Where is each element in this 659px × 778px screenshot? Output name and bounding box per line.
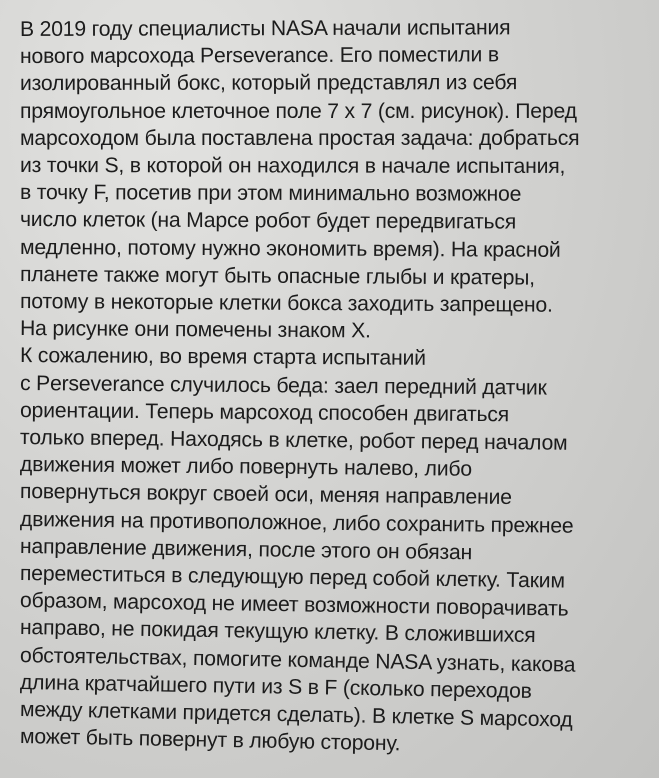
text-line: может быть повернут в любую сторону.	[19, 725, 401, 756]
text-line: образом, марсоход не имеет возможности поворачивать	[19, 589, 569, 621]
text-line: потому в некоторые клетки бокса заходить запрещено.	[19, 290, 553, 317]
text-line: К сожалению, во время старта испытаний	[19, 344, 426, 371]
text-line: между клетками придется сделать). В клетке S марсоход	[19, 698, 573, 732]
problem-text	[19, 16, 650, 756]
text-line: число клеток (на Марсе робот будет передвигаться	[19, 208, 517, 235]
text-line: ориентации. Теперь марсоход способен двигаться	[19, 398, 510, 427]
text-line: длина кратчайшего пути из S в F (сколько переходов	[19, 670, 532, 703]
text-line: движения на противоположное, либо сохранить прежнее	[19, 507, 574, 538]
text-line: движения может либо повернуть налево, либо	[19, 453, 473, 481]
text-line: с Perseverance случилось беда: заел передний датчик	[19, 371, 547, 400]
text-line: только вперед. Находясь в клетке, робот перед началом	[19, 426, 568, 455]
text-line: планете также могут быть опасные глыбы и кратеры,	[19, 262, 536, 290]
text-line: медленно, потому нужно экономить время). На красной	[19, 235, 561, 262]
text-line: переместиться в следующую перед собой клетку. Таким	[19, 562, 565, 593]
text-line: направление движения, после этого он обязан	[19, 534, 473, 565]
text-line: На рисунке они помечены знаком X.	[19, 317, 371, 343]
text-line: направо, не покидая текущую клетку. В сложившихся	[19, 616, 536, 648]
text-line: повернуться вокруг своей оси, меняя направление	[19, 480, 512, 510]
text-line: прямоугольное клеточное поле 7 х 7 (см. рисунок). Перед	[20, 99, 577, 123]
text-line: изолированный бокс, который представлял из себя	[19, 71, 518, 96]
text-line: В 2019 году специалисты NASA начали испытания	[19, 16, 511, 41]
text-line: обстоятельствах, помогите команде NASA узнать, какова	[19, 643, 576, 677]
text-line: в точку F, посетив при этом минимально возможное	[19, 181, 522, 206]
text-line: нового марсохода Perseverance. Его поместили в	[19, 43, 499, 69]
text-line: марсоходом была поставлена простая задача: добраться	[20, 126, 580, 150]
text-line: из точки S, в которой он находился в начале испытания,	[19, 154, 566, 178]
